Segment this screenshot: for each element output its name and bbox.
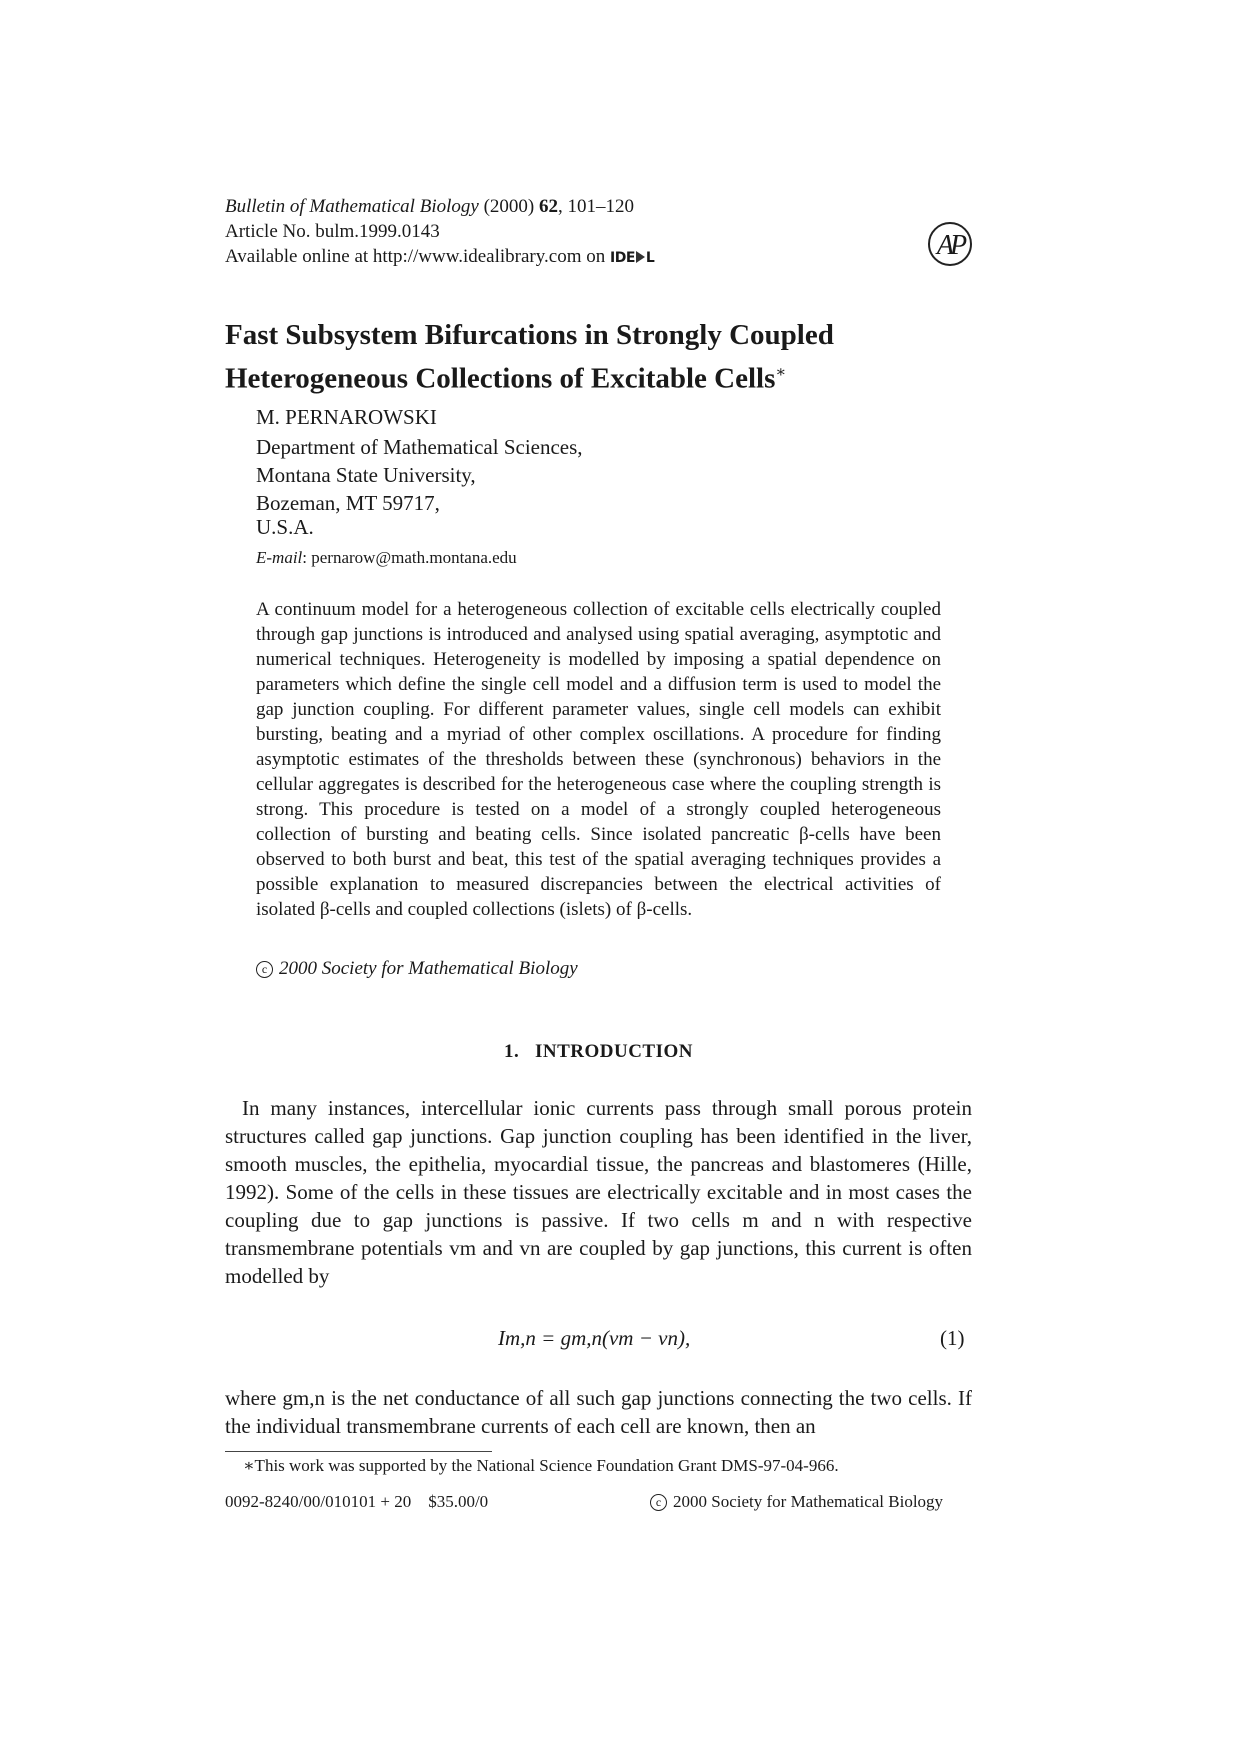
footnote-rule [225,1451,492,1452]
affiliation-line-4: U.S.A. [256,515,314,539]
intro-paragraph: In many instances, intercellular ionic currents pass through small porous protein structures called gap junctions. Gap junction coupling has been identified in the liver, smooth muscles, the epithelia, myocardial tissue, the pancreas and blastomeres (Hille, 1992). Some of the cells in these tissues are electrically excitable and in most cases the coupling due to gap junctions is passive. If two cells m and n with respective transmembrane potentials vm and vn are coupled by gap junctions, this current is often modelled by [225,1096,972,1288]
abstract-copyright: c 2000 Society for Mathematical Biology [256,958,578,980]
section-heading: 1. INTRODUCTION [503,1041,694,1062]
ideal-logo: IDE L [610,250,655,266]
journal-name: Bulletin of Mathematical Biology [225,196,479,217]
copyright-icon: c [650,1494,667,1511]
copyright-icon: c [256,961,273,978]
author-email: E-mail: pernarow@math.montana.edu [256,548,517,567]
footnote: ∗This work was supported by the National Science Foundation Grant DMS-97-04-966. [243,1456,839,1475]
after-equation-paragraph: where gm,n is the net conductance of all such gap junctions connecting the two cells. If the individual transmembrane currents of each cell are known, then an [225,1386,972,1438]
issn-code: 0092-8240/00/010101 + 20 $35.00/0 [225,1492,489,1511]
title-footnote-mark: ∗ [775,364,787,381]
affiliation-line-2: Montana State University, [256,463,476,487]
equation-1: Im,n = gm,n(vm − vn), [498,1326,691,1350]
journal-pages: , 101–120 [557,196,634,217]
article-number: Article No. bulm.1999.0143 [225,221,440,242]
academic-press-logo: AP [928,222,972,266]
author-name: M. PERNAROWSKI [256,405,437,429]
paper-title [225,316,985,398]
journal-year: (2000) [483,196,535,217]
journal-volume: 62 [538,196,558,217]
title-line-1: Fast Subsystem Bifurcations in Strongly Coupled [225,319,834,351]
bottom-copyright: c 2000 Society for Mathematical Biology [650,1492,943,1512]
affiliation-line-3: Bozeman, MT 59717, [256,491,440,515]
available-online-text: Available online at http://www.idealibrary.com on [225,246,606,267]
title-line-2: Heterogeneous Collections of Excitable Cells∗ [225,362,787,395]
cursor-arrow-icon [636,251,645,263]
affiliation-line-1: Department of Mathematical Sciences, [256,435,583,459]
journal-citation [225,194,634,219]
equation-1-number: (1) [940,1326,965,1350]
available-online [225,244,654,271]
abstract: A continuum model for a heterogeneous collection of excitable cells electrically coupled through gap junctions is introduced and analysed using spatial averaging, asymptotic and numerical techniques. Heterogeneity is modelled by imposing a spatial dependence on parameters which define the single cell model and a diffusion term is used to model the gap junction coupling. For different parameter values, single cell models can exhibit bursting, beating and a myriad of other complex oscillations. A procedure for finding asymptotic estimates of the thresholds between these (synchronous) behaviors in the cellular aggregates is described for the heterogeneous case where the coupling strength is strong. This procedure is tested on a model of a strongly coupled heterogeneous collection of bursting and beating cells. Since isolated pancreatic β-cells have been observed to both burst and beat, this test of the spatial averaging techniques provides a possible explanation to measured discrepancies between the electrical activities of isolated β-cells and coupled collections (islets) of β-cells. [256,599,941,920]
